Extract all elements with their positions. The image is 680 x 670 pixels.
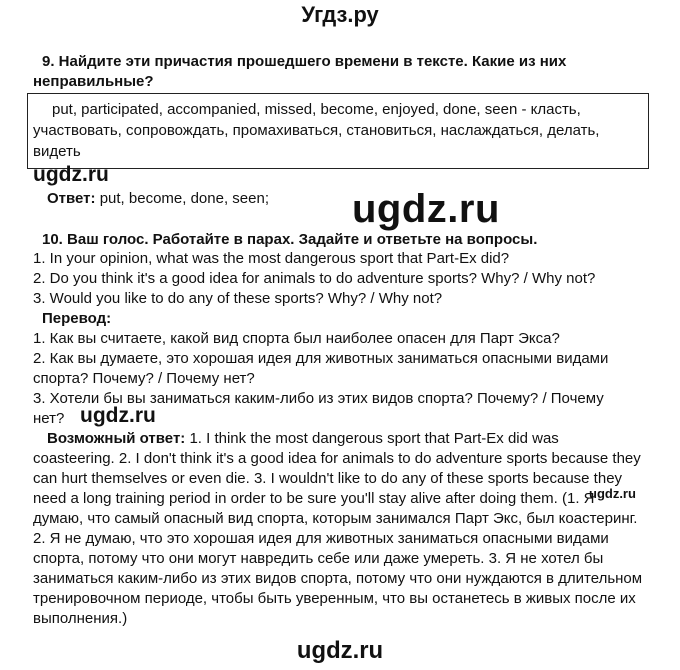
task9-answer-label: Ответ: (47, 190, 96, 207)
translation-line-4: 3. Хотели бы вы заниматься каким-либо из этих видов спорта? Почему? / Почему (33, 390, 604, 407)
translation-line-3: спорта? Почему? / Почему нет? (33, 370, 255, 387)
possible-answer-text: 1. I think the most dangerous sport that Part-Ex did was (185, 430, 559, 447)
participles-box-line1: put, participated, accompanied, missed, become, enjoyed, done, seen - класть, (52, 101, 581, 118)
possible-answer-line-9: выполнения.) (33, 610, 128, 627)
possible-answer-line-7: заниматься каким-либо из этих видов спорта, потому что они нуждаются в длительном (33, 570, 643, 587)
translation-label: Перевод: (42, 310, 112, 327)
possible-answer-label: Возможный ответ: (47, 430, 186, 447)
possible-answer-line-8: тренировочном периоде, чтобы быть уверенным, что вы останетесь в живых после их (33, 590, 636, 607)
task9-answer-text: put, become, done, seen; (95, 190, 269, 207)
watermark-bottom: ugdz.ru (296, 637, 384, 664)
task10-heading: 10. Ваш голос. Работайте в парах. Задайте и ответьте на вопросы. (42, 231, 538, 248)
watermark-small-2: ugdz.ru (80, 404, 156, 427)
task10-question-3: 3. Would you like to do any of these sports? Why? / Why not? (33, 290, 443, 307)
possible-answer-first-line (47, 430, 559, 447)
translation-line-2: 2. Как вы думаете, это хорошая идея для животных заниматься опасными видами (33, 350, 609, 367)
possible-answer-line-5: 2. Я не думаю, что это хорошая идея для животных заниматься опасными видами (33, 530, 609, 547)
task9-heading-line1: 9. Найдите эти причастия прошедшего времени в тексте. Какие из них (42, 53, 567, 70)
possible-answer-line-4: думаю, что самый опасный вид спорта, которым занимался Парт Экс, был коастеринг. (33, 510, 638, 527)
participles-box-line2: участвовать, сопровождать, промахиваться, становиться, наслаждаться, делать, (33, 122, 600, 139)
translation-line-1: 1. Как вы считаете, какой вид спорта был наиболее опасен для Парт Экса? (33, 330, 560, 347)
task9-answer (47, 190, 269, 207)
participles-box-line3: видеть (33, 143, 81, 160)
possible-answer-line-3: need a long training period in order to be sure you'll stay alive after doing them. (1. Я (33, 490, 595, 507)
watermark-tiny: ugdz.ru (589, 486, 636, 501)
possible-answer-line-1: coasteering. 2. I don't think it's a good idea for animals to do adventure sports because they (33, 450, 641, 467)
watermark-small: ugdz.ru (33, 163, 109, 186)
site-title: Угдз.ру (301, 2, 379, 27)
task10-question-2: 2. Do you think it's a good idea for animals to do adventure sports? Why? / Why not? (33, 270, 596, 287)
task10-question-1: 1. In your opinion, what was the most dangerous sport that Part-Ex did? (33, 250, 510, 267)
translation-line-5: нет? (33, 410, 65, 427)
possible-answer-line-6: спорта, потому что они могут навредить себе или даже умереть. 3. Я не хотел бы (33, 550, 604, 567)
possible-answer-line-2: can hurt themselves or even die. 3. I wouldn't like to do any of these sports because they (33, 470, 623, 487)
task9-heading-line2: неправильные? (33, 73, 154, 90)
watermark-big: ugdz.ru (352, 187, 500, 231)
